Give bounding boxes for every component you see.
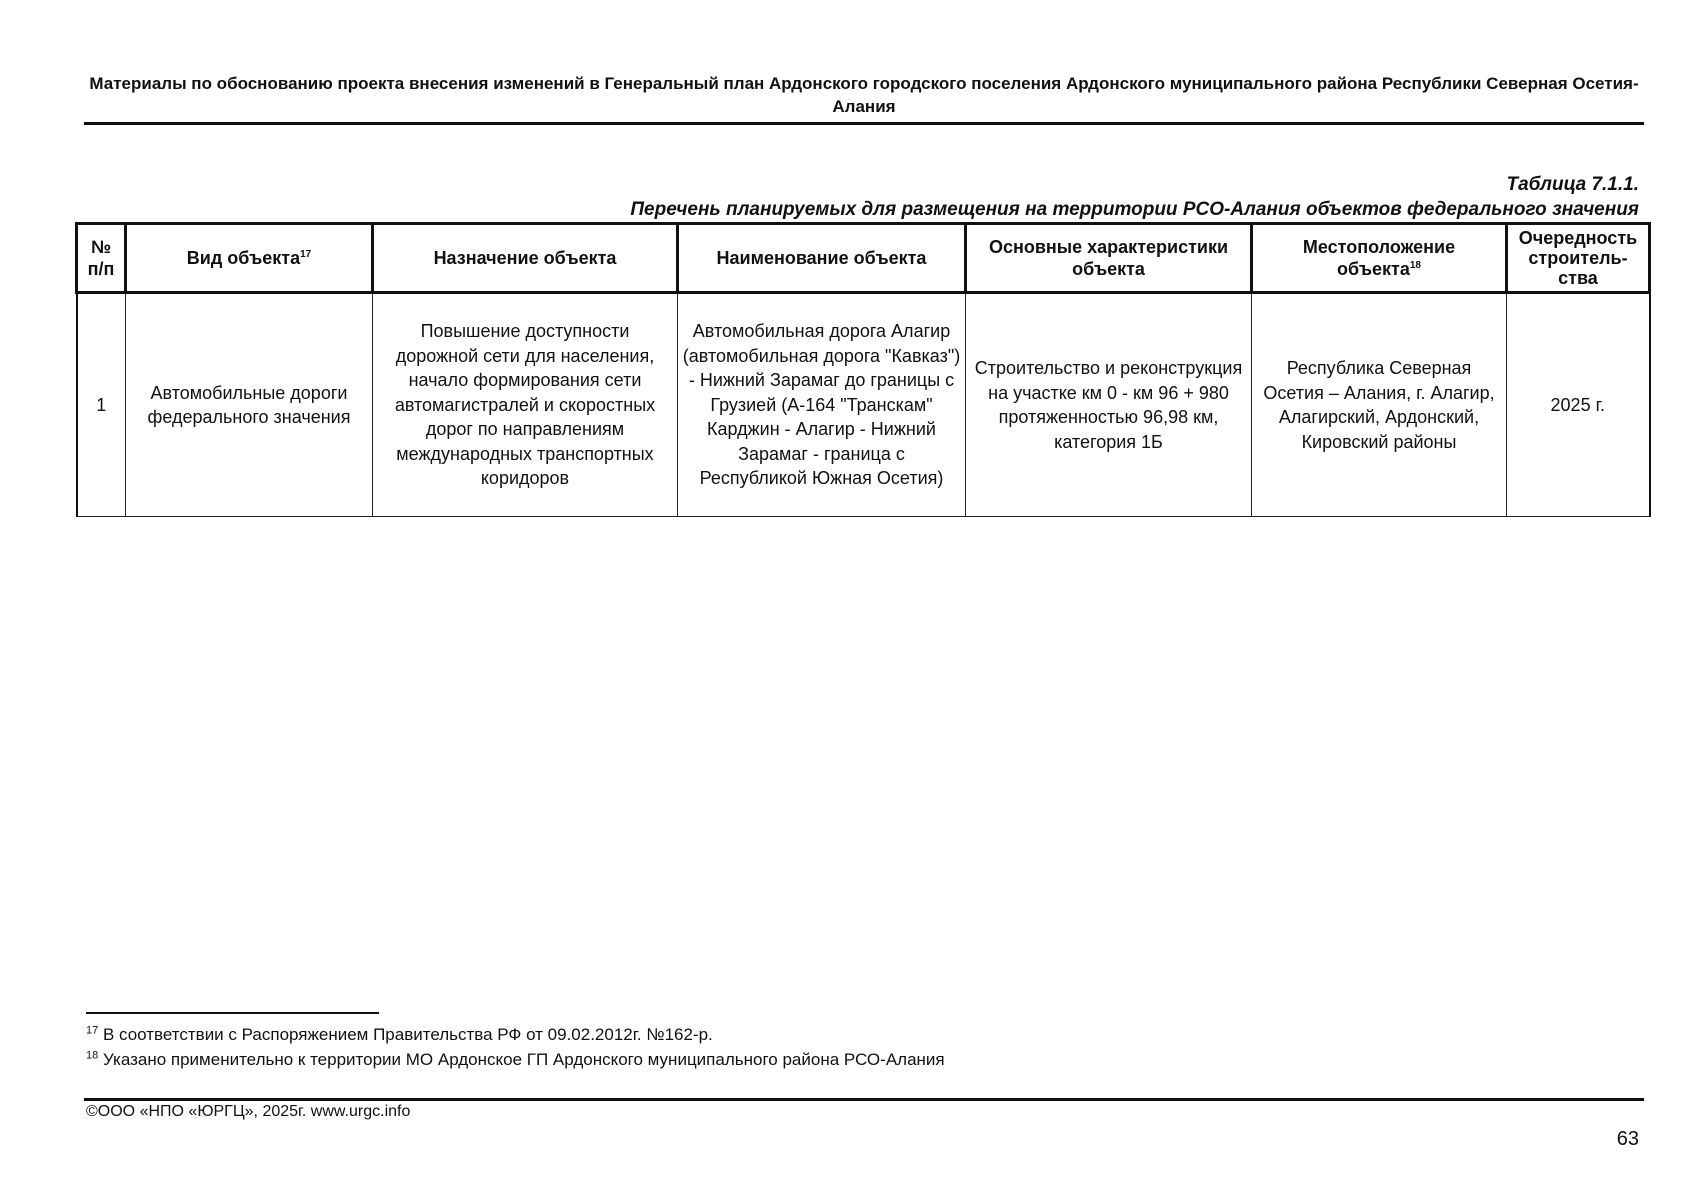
cell-location: Республика Северная Осетия – Алания, г. Алагир, Алагирский, Ардонский, Кировский районы [1252,293,1507,517]
footer-copyright: ©ООО «НПО «ЮРГЦ», 2025г. www.urgc.info [86,1103,411,1120]
footnote-ref-17: 17 [300,249,312,260]
cell-num: 1 [77,293,126,517]
page-number: 63 [1616,1128,1639,1150]
cell-purpose: Повышение доступности дорожной сети для населения, начало формирования сети автомагистралей и скоростных дорог по направлениям международных транспортных коридоров [373,293,678,517]
footnote-ref-18: 18 [1409,260,1421,271]
table-row [77,293,1650,517]
cell-characteristics: Строительство и реконструкция на участке км 0 - км 96 + 980 протяженностью 96,98 км, категория 1Б [966,293,1252,517]
federal-objects-table [75,222,1651,517]
header-characteristics: Основные характеристики объекта [966,224,1252,293]
header-queue: Очередность строитель-ства [1507,224,1650,293]
footer-divider [84,1098,1644,1101]
table-title: Перечень планируемых для размещения на территории РСО-Алания объектов федерального значения [630,199,1639,220]
cell-type: Автомобильные дороги федерального значения [126,293,373,517]
header-divider [84,122,1644,125]
header-name: Наименование объекта [678,224,966,293]
footnote-17: $^{17}$ В соответствии с Распоряжением Правительства РФ от 09.02.2012г. №162-р. [86,1024,713,1044]
header-location: Местоположение объекта$^{18}$ [1252,224,1507,293]
cell-name: Автомобильная дорога Алагир (автомобильная дорога "Кавказ") - Нижний Зарамаг до границы с Грузией (А-164 "Транскам" Карджин - Алагир - Нижний Зарамаг - граница с Республикой Южная Осетия) [678,293,966,517]
header-type: Вид объекта$^{17}$ [126,224,373,293]
header-num: № п/п [77,224,126,293]
cell-queue: 2025 г. [1507,293,1650,517]
table-number: Таблица 7.1.1. [1506,174,1639,195]
document-header: Материалы по обоснованию проекта внесения изменений в Генеральный план Ардонского городского поселения Ардонского муниципального района Республики Северная Осетия-Алания [89,74,1639,116]
footnote-divider [86,1012,379,1014]
table-caption [84,172,1639,222]
header-purpose: Назначение объекта [373,224,678,293]
table-header-row [77,224,1650,293]
footnote-18: $^{18}$ Указано применительно к территории МО Ардонское ГП Ардонского муниципального района РСО-Алания [86,1049,945,1069]
